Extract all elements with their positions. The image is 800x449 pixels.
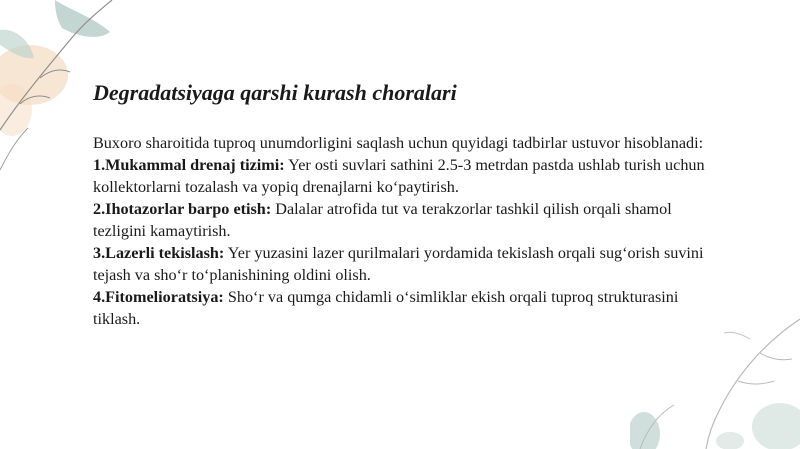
list-item [93,154,713,198]
list-item-label: 1.Mukammal drenaj tizimi: [93,156,285,174]
list-item-label: 2.Ihotazorlar barpo etish: [93,200,272,218]
slide-body [93,132,713,330]
list-item-text: Yer yuzasini lazer qurilmalari yordamida tekislash orqali sug‘orish suvini tejash va sho‘r to‘planishining oldini olish. [93,244,704,284]
slide-content [93,78,713,330]
list-item [93,198,713,242]
list-item [93,242,713,286]
list-item-text: Dalalar atrofida tut va terakzorlar tashkil qilish orqali shamol tezligini kamaytirish. [93,200,672,240]
watercolor-branch-icon [630,309,800,449]
intro-paragraph: Buxoro sharoitida tuproq unumdorligini saqlash uchun quyidagi tadbirlar ustuvor hisoblanadi: [93,134,704,152]
list-item-text: Yer osti suvlari sathini 2.5-3 metrdan pastda ushlab turish uchun kollektorlarni tozalash va yopiq drenajlarni ko‘paytirish. [93,156,705,196]
slide-title: Degradatsiyaga qarshi kurash choralari [93,80,457,105]
list-item-label: 4.Fitomelioratsiya: [93,288,224,306]
list-item [93,286,713,330]
list-item-text: Sho‘r va qumga chidamli o‘simliklar ekish orqali tuproq strukturasini tiklash. [93,288,679,328]
list-item-label: 3.Lazerli tekislash: [93,244,225,262]
